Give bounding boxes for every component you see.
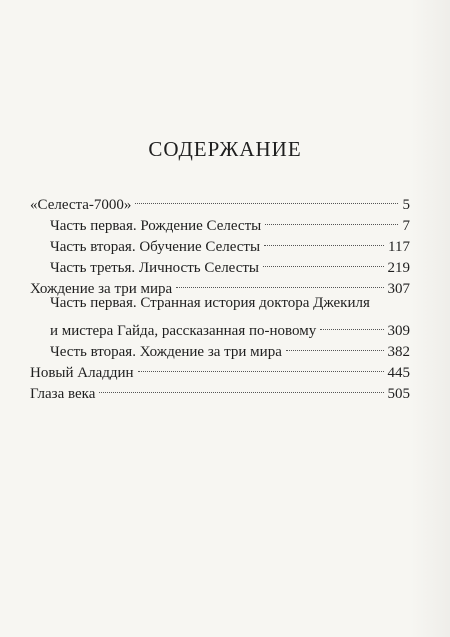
toc-entry-title: и мистера Гайда, рассказанная по-новому [50,323,317,339]
toc-entry-title: Честь вторая. Хождение за три мира [50,344,282,360]
dot-leader [138,356,384,377]
dot-leader [286,335,384,356]
dot-leader [265,209,398,230]
toc-entry-page: 5 [402,197,410,213]
dot-leader [135,188,398,209]
toc-entry-page: 307 [387,281,410,297]
dot-leader [176,272,383,293]
dot-leader [263,251,383,272]
toc-entry-jekyll-line2 [30,314,410,339]
table-of-contents [30,188,410,402]
toc-entry-page: 309 [387,323,410,339]
toc-entry-page: 7 [402,218,410,234]
page-title: СОДЕРЖАНИЕ [148,137,302,161]
toc-entry-page: 382 [387,344,410,360]
toc-entry-title: Новый Аладдин [30,365,134,381]
dot-leader [264,230,384,251]
toc-entry-page: 505 [387,386,410,402]
toc-entry-page: 219 [387,260,410,276]
toc-entry-title: Часть первая. Странная история доктора Джекиля [50,295,370,311]
toc-entry-title: Часть третья. Личность Селесты [50,260,260,276]
facing-page-bleed [410,0,450,637]
toc-entry-title: Хождение за три мира [30,281,173,297]
dot-leader [320,314,383,335]
toc-entry-title: Часть вторая. Обучение Селесты [50,239,261,255]
dot-leader [99,377,383,398]
toc-entry-jekyll-line1 [30,293,410,314]
toc-entry-title: Часть первая. Рождение Селесты [50,218,262,234]
toc-entry-celesta-7000 [30,188,410,213]
toc-entry-title: «Селеста-7000» [30,197,132,213]
toc-entry-page: 445 [387,365,410,381]
toc-entry-title: Глаза века [30,386,96,402]
toc-entry-page: 117 [388,239,410,255]
